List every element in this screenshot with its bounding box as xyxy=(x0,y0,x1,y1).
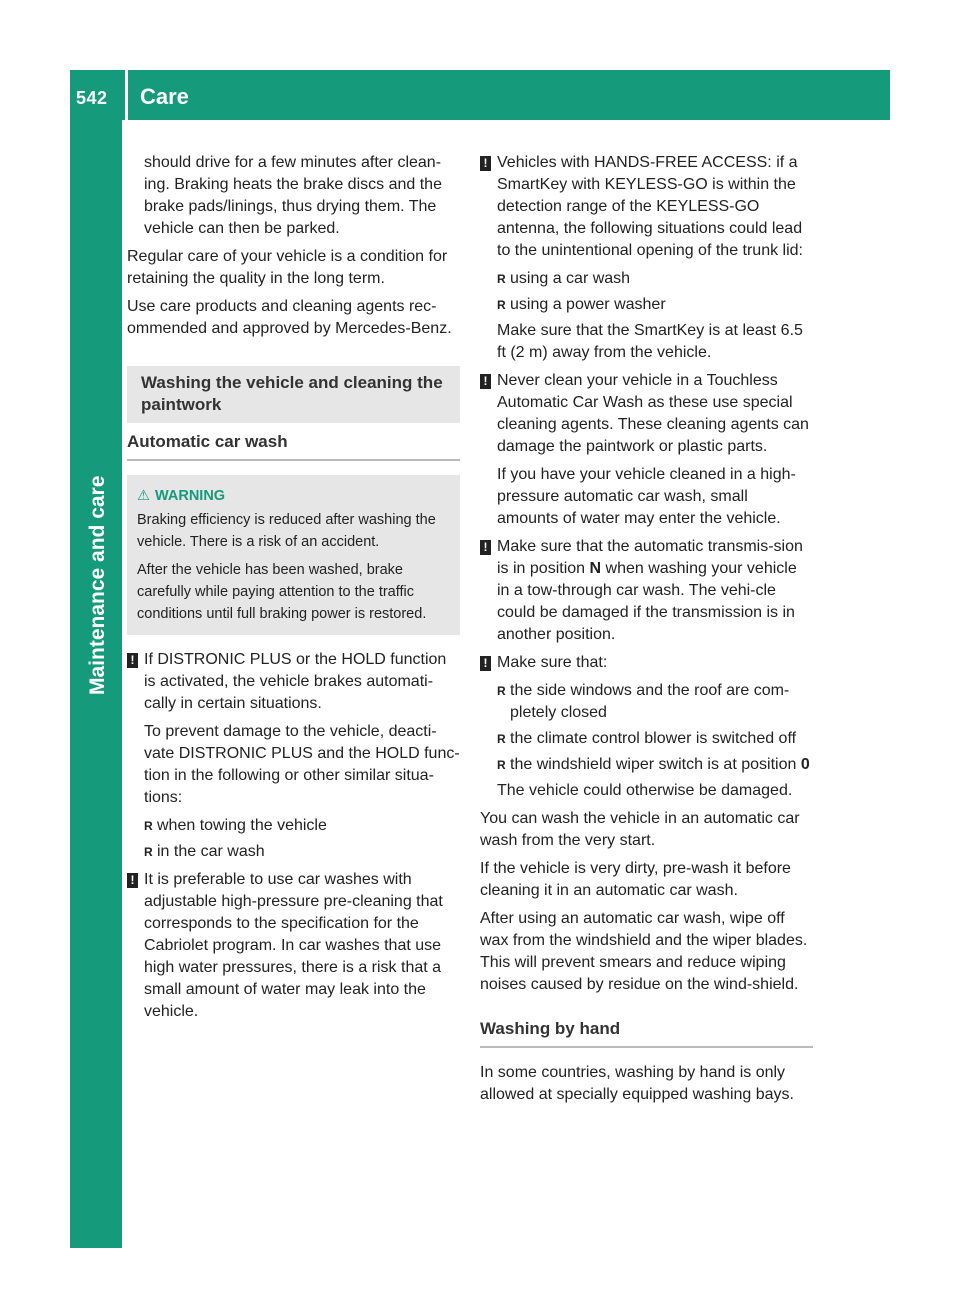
note-text: To prevent damage to the vehicle, deacti-vate DISTRONIC PLUS and the HOLD func-tion in the following or other similar situa-tions: xyxy=(144,723,460,806)
list-item-text: the windshield wiper switch is at position xyxy=(510,756,801,773)
note-text-part: when washing your vehicle in a tow-through car wash. The vehi-cle could be damaged if the transmission is in another position. xyxy=(497,560,797,643)
warning-title: WARNING xyxy=(155,488,226,504)
left-column xyxy=(127,152,460,1029)
note-text: Make sure that the SmartKey is at least 6.5 ft (2 m) away from the vehicle. xyxy=(497,322,803,361)
exclamation-icon: ! xyxy=(480,374,491,389)
note-text xyxy=(497,536,813,646)
products-paragraph: Use care products and cleaning agents rec-ommended and approved by Mercedes-Benz. xyxy=(127,298,452,337)
warning-box xyxy=(127,475,460,635)
warning-text: After the vehicle has been washed, brake carefully while paying attention to the traffic conditions until full braking power is restored. xyxy=(137,562,427,622)
section-heading: Washing the vehicle and cleaning the paintwork xyxy=(127,366,460,423)
body-paragraph: After using an automatic car wash, wipe off wax from the windshield and the wiper blades. This will prevent smears and reduce wiping noises caused by residue on the wind-shield. xyxy=(480,910,808,993)
exclamation-icon: ! xyxy=(127,653,138,668)
header-bar xyxy=(70,70,890,120)
body-paragraph: If the vehicle is very dirty, pre-wash it before cleaning it in an automatic car wash. xyxy=(480,860,791,899)
note-text: If you have your vehicle cleaned in a high-pressure automatic car wash, small amounts of water may enter the vehicle. xyxy=(497,466,796,527)
warning-triangle-icon: ⚠ xyxy=(137,488,150,504)
page-number: 542 xyxy=(76,88,108,108)
note-distronic xyxy=(127,649,460,863)
list-item: R using a car wash xyxy=(497,268,813,290)
intro-paragraph: should drive for a few minutes after clean-ing. Braking heats the brake discs and the brake pads/linings, thus drying them. The vehicle can then be parked. xyxy=(144,154,442,237)
note-text: If DISTRONIC PLUS or the HOLD function is activated, the vehicle brakes automati-cally in certain situations. xyxy=(144,651,447,712)
note-text-part: Make sure that the automatic transmis-sion is in position xyxy=(497,538,803,577)
note-text: Never clean your vehicle in a Touchless Automatic Car Wash as these use special cleaning agents. These cleaning agents can damage the paintwork or plastic parts. xyxy=(497,372,809,455)
section-title: Care xyxy=(140,84,189,109)
note-text: The vehicle could otherwise be damaged. xyxy=(497,782,793,799)
exclamation-icon: ! xyxy=(480,156,491,171)
note-make-sure xyxy=(480,652,813,802)
list-item: R the side windows and the roof are com-pletely closed xyxy=(497,680,813,724)
care-paragraph: Regular care of your vehicle is a condition for retaining the quality in the long term. xyxy=(127,248,448,287)
exclamation-icon: ! xyxy=(127,873,138,888)
side-tab-label: Maintenance and care xyxy=(86,475,109,695)
list-item: R in the car wash xyxy=(144,841,460,863)
note-text: Vehicles with HANDS-FREE ACCESS: if a SmartKey with KEYLESS-GO is within the detection range of the KEYLESS-GO antenna, the following situations could lead to the unintentional opening of the trunk lid: xyxy=(497,154,803,259)
note-transmission xyxy=(480,536,813,646)
wiper-position-0: 0 xyxy=(800,756,810,773)
note-touchless xyxy=(480,370,813,530)
subheading-washing-by-hand: Washing by hand xyxy=(480,1010,813,1048)
subheading-automatic-car-wash: Automatic car wash xyxy=(127,423,460,461)
list-item: R the climate control blower is switched off xyxy=(497,728,813,750)
side-tab-end xyxy=(70,1196,122,1248)
right-column xyxy=(480,152,813,1112)
exclamation-icon: ! xyxy=(480,656,491,671)
list-item: R when towing the vehicle xyxy=(144,815,460,837)
header-divider xyxy=(125,70,128,120)
body-paragraph: You can wash the vehicle in an automatic car wash from the very start. xyxy=(480,810,800,849)
note-text: It is preferable to use car washes with adjustable high-pressure pre-cleaning that corresponds to the specification for the Cabriolet program. In car washes that use high water pressures, there is a risk that a small amount of water may leak into the vehicle. xyxy=(144,871,443,1020)
list-item: R using a power washer xyxy=(497,294,813,316)
note-text: Make sure that: xyxy=(497,654,608,671)
warning-text: Braking efficiency is reduced after washing the vehicle. There is a risk of an accident. xyxy=(137,512,436,550)
warning-title-row xyxy=(137,485,450,507)
list-item xyxy=(497,754,813,776)
gear-position-n: N xyxy=(589,560,602,577)
note-pressure xyxy=(127,869,460,1023)
exclamation-icon: ! xyxy=(480,540,491,555)
body-paragraph: In some countries, washing by hand is only allowed at specially equipped washing bays. xyxy=(480,1064,794,1103)
note-hands-free xyxy=(480,152,813,364)
